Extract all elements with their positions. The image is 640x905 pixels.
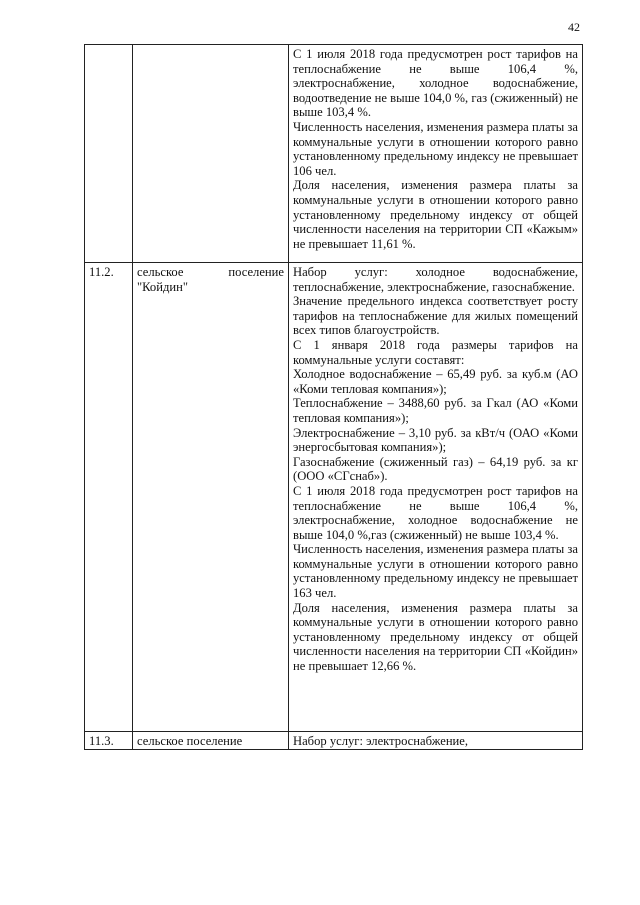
paragraph: Холодное водоснабжение – 65,49 руб. за куб.м (АО «Коми тепловая компания»); xyxy=(293,367,578,396)
page-number: 42 xyxy=(568,20,580,34)
paragraph: Электроснабжение – 3,10 руб. за кВт/ч (ОАО «Коми энергосбытовая компания»); xyxy=(293,425,578,455)
tariff-table xyxy=(84,44,583,750)
paragraph: Численность населения, изменения размера платы за коммунальные услуги в отношении которого равно установленному предельному индексу не превышает 106 чел. xyxy=(293,119,578,178)
table-row xyxy=(85,45,583,263)
table-row xyxy=(85,263,583,732)
paragraph: С 1 января 2018 года размеры тарифов на коммунальные услуги составят: xyxy=(293,337,578,367)
paragraph: Значение предельного индекса соответствует росту тарифов на теплоснабжение для жилых помещений всех типов благоустройств. xyxy=(293,294,578,338)
row-number-cell xyxy=(85,45,133,263)
paragraph: Набор услуг: электроснабжение, xyxy=(293,734,469,748)
paragraph: Численность населения, изменения размера платы за коммунальные услуги в отношении которого равно установленному предельному индексу не превышает 163 чел. xyxy=(293,542,578,601)
description-cell xyxy=(289,45,583,263)
settlement-name-cell xyxy=(133,45,289,263)
row-number-cell: 11.3. xyxy=(85,732,133,750)
paragraph: Доля населения, изменения размера платы за коммунальные услуги в отношении которого равно установленному предельному индексу от общей численности населения на территории СП «Кажым» не превышает 11,61 %. xyxy=(293,178,578,251)
description-cell xyxy=(289,263,583,732)
paragraph: Набор услуг: холодное водоснабжение, теплоснабжение, электроснабжение, газоснабжение. xyxy=(293,265,578,294)
settlement-name-cell: сельское поселение xyxy=(133,732,289,750)
paragraph: С 1 июля 2018 года предусмотрен рост тарифов на теплоснабжение не выше 106,4 %, электроснабжение, холодное водоснабжение не выше 104,0 %,газ (сжиженный) не выше 103,4 %. xyxy=(293,483,578,542)
description-cell xyxy=(289,732,583,750)
paragraph: С 1 июля 2018 года предусмотрен рост тарифов на теплоснабжение не выше 106,4 %, электроснабжение, холодное водоснабжение, водоотведение не выше 104,0 %, газ (сжиженный) не выше 103,4 %. xyxy=(293,47,578,120)
row-number-cell: 11.2. xyxy=(85,263,133,732)
paragraph: Доля населения, изменения размера платы за коммунальные услуги в отношении которого равно установленному предельному индексу от общей численности населения на территории СП «Койдин» не превышает 12,66 %. xyxy=(293,600,578,674)
table-row xyxy=(85,732,583,750)
paragraph: Теплоснабжение – 3488,60 руб. за Гкал (АО «Коми тепловая компания»); xyxy=(293,396,578,425)
paragraph: Газоснабжение (сжиженный газ) – 64,19 руб. за кг (ООО «СГснаб»). xyxy=(293,454,578,484)
settlement-name-cell: сельское поселение "Койдин" xyxy=(133,263,289,732)
